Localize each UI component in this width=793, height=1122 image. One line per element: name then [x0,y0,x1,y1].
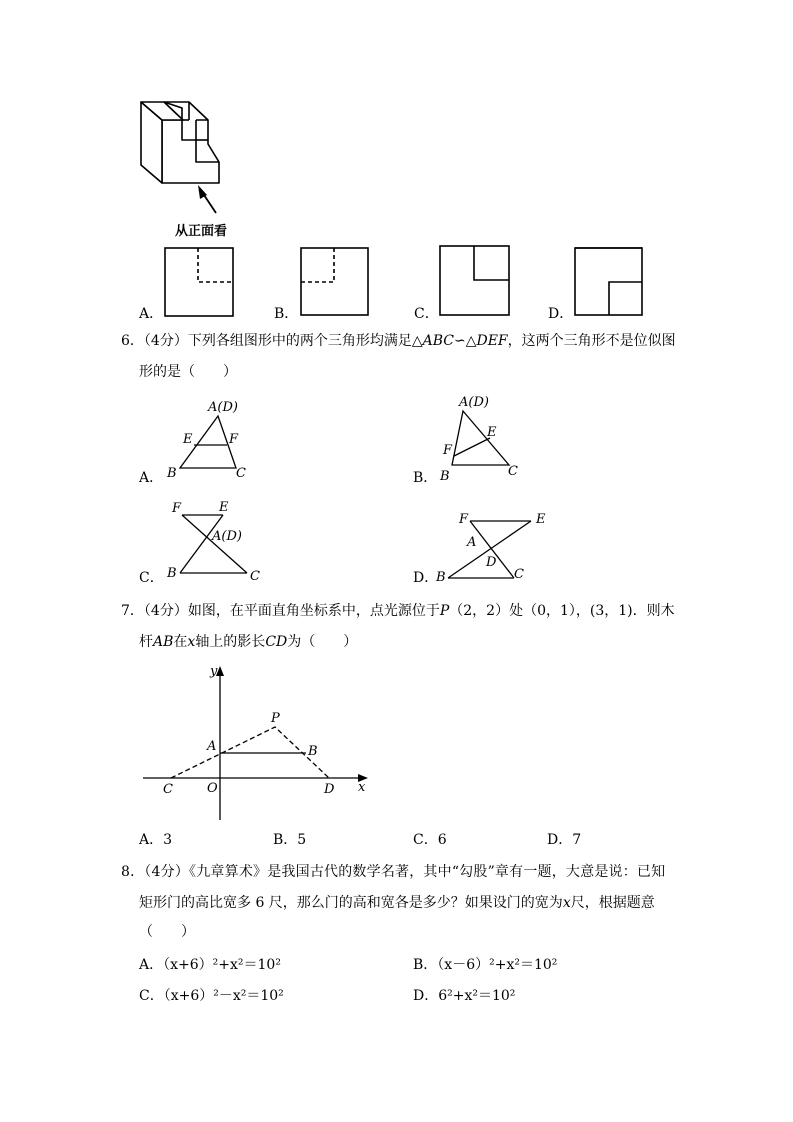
q6-option-d[interactable]: D． [413,570,439,586]
q6d-label-d: D [486,555,497,570]
q6b-label-ad: A(D) [459,395,489,410]
q7-stem-line2: 杆AB在x轴上的影长CD为（ ） [139,634,358,650]
q6c-label-b: B [167,566,177,581]
q5-option-b[interactable]: B． [274,306,299,322]
q6d-label-f: F [459,512,469,527]
q6d-label-b: B [436,570,446,585]
q6b-label-b: B [440,469,450,484]
q6c-label-e: E [219,500,229,515]
q6d-label-c: C [514,567,524,582]
q6-option-c[interactable]: C． [139,570,164,586]
q6b-label-c: C [508,464,518,479]
q8-option-c[interactable]: C．（x+6）²－x²＝10² [139,988,284,1004]
q7-label-b: B [308,744,318,759]
q7-label-y: y [210,664,218,679]
q5-option-a[interactable]: A． [139,306,164,322]
q7-option-b[interactable]: B．5 [273,832,307,848]
q8-option-d[interactable]: D．6²+x²＝10² [413,988,516,1004]
q5-option-c[interactable]: C． [414,306,439,322]
q8-stem-line3: （ ） [139,924,195,940]
q5-option-d[interactable]: D． [548,306,574,322]
q6b-label-f: F [443,443,453,458]
q6b-label-e: E [487,425,497,440]
q6-stem-line2: 形的是（ ） [139,364,237,380]
q6c-label-ad: A(D) [212,529,242,544]
q6-stem-line1: 6．（4分）下列各组图形中的两个三角形均满足△ABC∽△DEF，这两个三角形不是位似图 [121,333,676,349]
q7-option-a[interactable]: A．3 [139,832,173,848]
q7-label-c: C [163,782,173,797]
q6d-label-e: E [536,512,546,527]
q7-option-d[interactable]: D．7 [547,832,582,848]
q6c-label-c: C [250,569,260,584]
q7-label-d: D [324,782,335,797]
q7-label-x: x [358,780,366,795]
q6a-label-b: B [167,466,177,481]
q7-label-a: A [207,739,217,754]
q6a-label-f: F [229,432,239,447]
q6-option-a[interactable]: A． [139,470,164,486]
q7-label-o: O [207,781,218,796]
q7-option-c[interactable]: C．6 [413,832,447,848]
q8-stem-line2: 矩形门的高比宽多 6 尺，那么门的高和宽各是多少？如果设门的宽为x尺，根据题意 [139,895,655,911]
q7-stem-line1: 7．（4分）如图，在平面直角坐标系中，点光源位于P（2，2）处（0，1），(3，1)．则木 [121,603,675,619]
q6a-label-e: E [183,432,193,447]
q6a-label-ad: A(D) [208,400,238,415]
q6a-label-c: C [236,466,246,481]
q6d-label-a: A [467,535,477,550]
q8-option-b[interactable]: B．（x－6）²+x²＝10² [413,957,558,973]
q7-label-p: P [271,711,280,726]
q6c-label-f: F [172,501,182,516]
view-caption: 从正面看 [175,224,228,239]
q8-option-a[interactable]: A．（x+6）²+x²＝10² [139,957,281,973]
q8-stem-line1: 8．（4分）《九章算术》是我国古代的数学名著，其中“勾股”章有一题，大意是说：已知 [121,864,666,880]
q6-option-b[interactable]: B． [413,470,438,486]
